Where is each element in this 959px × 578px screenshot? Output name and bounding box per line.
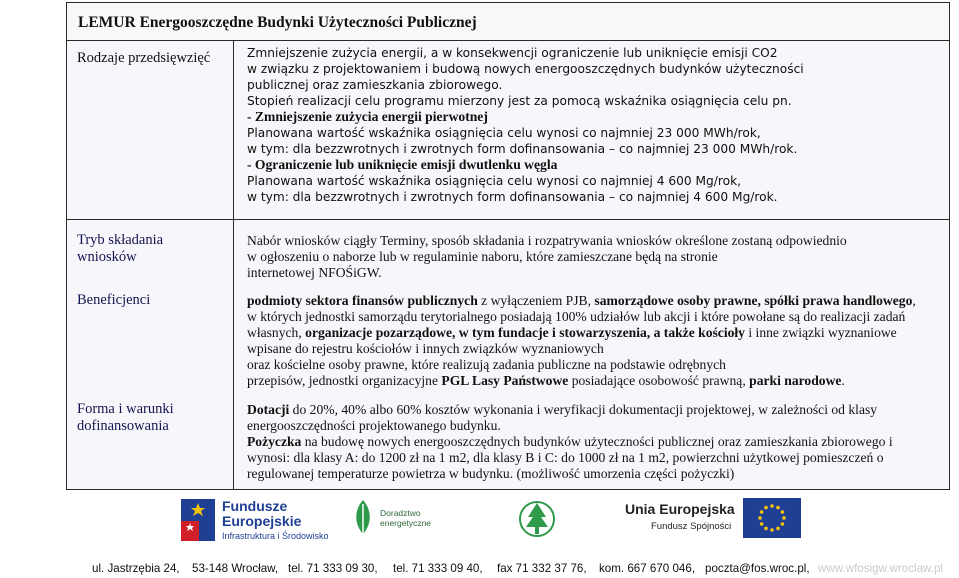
- unia-europejska-logo: [625, 496, 805, 542]
- text-span: z wyłączeniem PJB,: [477, 293, 595, 308]
- row-divider: [67, 219, 949, 220]
- row-label-line: Tryb składania: [77, 232, 164, 248]
- beneficjenci-line: oraz kościelne osoby prawne, które realizują zadania publiczne na podstawie odrębnych: [247, 357, 726, 372]
- fe-logo-text: Fundusze: [222, 498, 288, 514]
- footer-phone: tel. 71 333 09 40,: [393, 562, 483, 575]
- program-table: [66, 2, 950, 490]
- column-divider: [233, 40, 234, 489]
- rodzaje-line: Zmniejszenie zużycia energii, a w konsekwencji ograniczenie lub uniknięcie emisji CO2: [247, 46, 778, 60]
- text-span: ,: [912, 293, 916, 308]
- text-span: posiadające osobowość prawną,: [568, 373, 750, 388]
- tree-icon: [518, 495, 556, 543]
- tryb-line: Nabór wniosków ciągły Terminy, sposób składania i rozpatrywania wniosków określone zostaną odpowiednio: [247, 233, 847, 248]
- text-span: własnych,: [247, 325, 306, 340]
- fe-logo-text: Europejskie: [222, 513, 302, 529]
- tryb-line: internetowej NFOŚiGW.: [247, 265, 382, 280]
- text-span: do 20%, 40% albo 60% kosztów wykonania i weryfikacji dokumentacji projektowej, w zależności od klasy: [289, 402, 878, 417]
- forma-line: energooszczędności projektowanego budynku.: [247, 418, 501, 433]
- footer-website[interactable]: www.wfosigw.wroclaw.pl: [818, 562, 943, 575]
- bold-term: parki narodowe: [749, 373, 842, 388]
- beneficjenci-line: [247, 325, 947, 341]
- bold-term: podmioty sektora finansów publicznych: [247, 293, 478, 308]
- rodzaje-line: publicznej oraz zamieszkania zbiorowego.: [247, 78, 503, 92]
- title-bar: [67, 3, 949, 41]
- logos-strip: [0, 490, 959, 550]
- rodzaje-heading: - Ograniczenie lub uniknięcie emisji dwutlenku węgla: [247, 157, 558, 172]
- tryb-content: [247, 233, 947, 281]
- footer-fax: fax 71 332 37 76,: [497, 562, 587, 575]
- text-span: na budowę nowych energooszczędnych budynków użyteczności publicznej oraz zamieszkania zbiorowego i: [301, 434, 893, 449]
- footer-email[interactable]: poczta@fos.wroc.pl,: [705, 562, 810, 575]
- beneficjenci-line: [247, 373, 947, 389]
- beneficjenci-line: w których jednostki samorządu terytorialnego posiadają 100% udziałów lub akcji i które powołane są do realizacji zadań: [247, 309, 906, 324]
- forma-content: [247, 402, 947, 482]
- tree-emblem-logo: [518, 495, 556, 543]
- de-logo-text: Doradztwo: [380, 508, 421, 518]
- page-title: LEMUR Energooszczędne Budynki Użyteczności Publicznej: [78, 14, 477, 31]
- row-label-forma: [77, 401, 174, 435]
- rodzaje-line: w związku z projektowaniem i budową nowych energooszczędnych budynków użyteczności: [247, 62, 804, 76]
- text-span: .: [841, 373, 845, 388]
- forma-line: regulowanej temperaturze powietrza w budynku. (możliwość umorzenia części pożyczki): [247, 466, 735, 481]
- bold-term: Dotacji: [247, 402, 290, 417]
- bold-term: PGL Lasy Państwowe: [441, 373, 569, 388]
- row-label-line: wniosków: [77, 249, 137, 265]
- beneficjenci-content: [247, 293, 947, 389]
- ue-logo-subtitle: Fundusz Spójności: [651, 521, 732, 532]
- rodzaje-line: Stopień realizacji celu programu mierzony jest za pomocą wskaźnika osiągnięcia celu pn.: [247, 94, 792, 108]
- forma-line: [247, 402, 947, 418]
- rodzaje-line: w tym: dla bezzwrotnych i zwrotnych form dofinansowania – co najmniej 23 000 MWh/rok.: [247, 142, 798, 156]
- footer-city: 53-148 Wrocław,: [192, 562, 279, 575]
- text-span: przepisów, jednostki organizacyjne: [247, 373, 442, 388]
- eu-flag-icon: [743, 498, 801, 538]
- doradztwo-logo: [350, 498, 450, 542]
- beneficjenci-line: wpisane do rejestru kościołów i innych związków wyznaniowych: [247, 341, 604, 356]
- text-span: i inne związki wyznaniowe: [744, 325, 897, 340]
- bold-term: organizacje pozarządowe, w tym fundacje i stowarzyszenia, a także kościoły: [305, 325, 745, 340]
- rodzaje-heading: - Zmniejszenie zużycia energii pierwotnej: [247, 109, 488, 124]
- row-label-beneficjenci: Beneficjenci: [77, 292, 151, 308]
- forma-line: [247, 434, 947, 450]
- ue-logo-text: Unia Europejska: [625, 501, 735, 517]
- footer-address: ul. Jastrzębia 24,: [92, 562, 180, 575]
- tryb-line: w ogłoszeniu o naborze lub w regulaminie naboru, które zamieszczane będą na stronie: [247, 249, 718, 264]
- fundusze-europejskie-logo: [178, 493, 338, 547]
- row-label-tryb: [77, 232, 163, 266]
- rodzaje-line: w tym: dla bezzwrotnych i zwrotnych form dofinansowania – co najmniej 4 600 Mg/rok.: [247, 190, 778, 204]
- forma-line: wynosi: dla klasy A: do 1200 zł na 1 m2, dla klasy B i C: do 1000 zł na 1 m2, powierzchni użytkowej pomieszczeń o: [247, 450, 884, 465]
- bold-term: samorządowe osoby prawne, spółki prawa handlowego: [594, 293, 913, 308]
- bold-term: Pożyczka: [247, 434, 302, 449]
- fe-flag-icon: [178, 493, 218, 547]
- rodzaje-line: Planowana wartość wskaźnika osiągnięcia celu wynosi co najmniej 23 000 MWh/rok,: [247, 126, 761, 140]
- row-label-line: Forma i warunki: [77, 401, 174, 417]
- rodzaje-line: Planowana wartość wskaźnika osiągnięcia celu wynosi co najmniej 4 600 Mg/rok,: [247, 174, 742, 188]
- beneficjenci-line: [247, 293, 947, 309]
- row-label-rodzaje: Rodzaje przedsięwzięć: [77, 50, 211, 66]
- rodzaje-content: [247, 45, 947, 205]
- contact-footer: [0, 562, 959, 578]
- de-logo-text: energetyczne: [380, 518, 432, 528]
- footer-phone: tel. 71 333 09 30,: [288, 562, 378, 575]
- footer-mobile: kom. 667 670 046,: [599, 562, 696, 575]
- row-label-line: dofinansowania: [77, 418, 169, 434]
- fe-logo-subtitle: Infrastruktura i Środowisko: [222, 531, 329, 541]
- leaf-icon: [350, 498, 376, 538]
